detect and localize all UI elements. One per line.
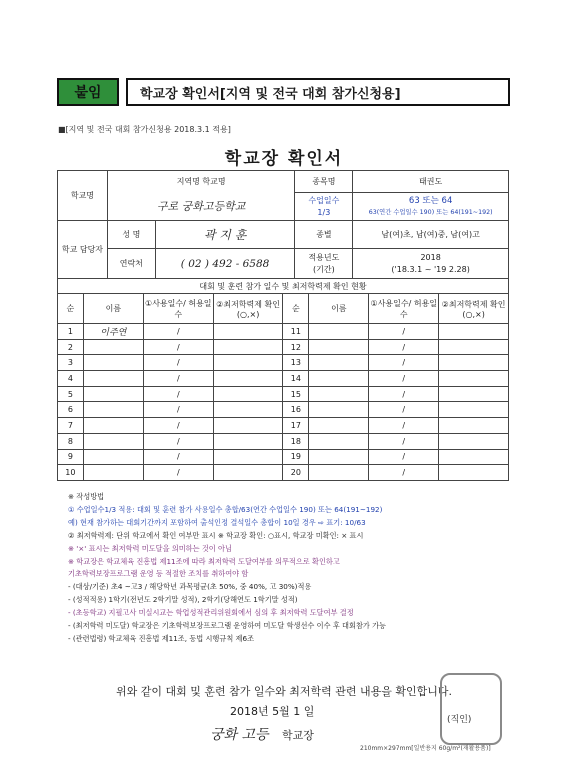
row-name-right <box>309 402 369 418</box>
row-days-right: / <box>369 386 439 402</box>
confirm-date: 2018년 5월 1 일 <box>230 705 315 718</box>
row-number-left: 3 <box>58 355 84 371</box>
table-row <box>58 355 509 371</box>
row-check-left <box>213 449 283 465</box>
row-number-left: 8 <box>58 433 84 449</box>
row-number-left: 2 <box>58 339 84 355</box>
row-name-left <box>83 371 143 387</box>
school-sub-label: 지역명 학교명 <box>107 171 295 193</box>
applicable-note: ■[지역 및 전국 대회 참가신청용 2018.3.1 적용] <box>58 125 231 134</box>
gender-value: 남(여)초, 남(여)중, 남(여)고 <box>353 221 509 249</box>
guide-line: - (관련법령) 학교체육 진흥법 제11조, 동법 시행규칙 제6조 <box>68 634 255 643</box>
row-days-right: / <box>369 449 439 465</box>
table-row <box>58 433 509 449</box>
paper-spec: 210mm×297mm[일반용지 60g/m²(재활용품)] <box>360 745 491 752</box>
row-name-left <box>83 433 143 449</box>
guide-line: - (성적적용) 1학기(전년도 2학기말 성적), 2학기(당해연도 1학기말 성적) <box>68 595 298 604</box>
row-check-right <box>439 433 509 449</box>
days-label-1: 수업일수 <box>308 195 340 205</box>
row-name-right <box>309 449 369 465</box>
row-name-left <box>83 339 143 355</box>
year-label-2: (기간) <box>313 264 335 274</box>
row-days-left: / <box>143 418 213 434</box>
document-title: 학교장 확인서 <box>224 149 344 169</box>
guide-line: - (대상/기준) 초4 ~고3 / 해당학년 과목평균(초 50%, 중 40%, 고 30%)적용 <box>68 582 312 591</box>
guide-line: ※ '×' 표시는 최저학력 미도달을 의미하는 것이 아님 <box>68 544 232 553</box>
year-label-1: 적용년도 <box>308 252 340 262</box>
table-caption: 대회 및 훈련 참가 일수 및 최저학력제 확인 현황 <box>58 279 509 294</box>
row-check-right <box>439 339 509 355</box>
row-name-left <box>83 449 143 465</box>
confirm-text: 위와 같이 대회 및 훈련 참가 일수와 최저학력 관련 내용을 확인합니다. <box>116 685 452 698</box>
row-days-left: / <box>143 339 213 355</box>
event-label: 종목명 <box>295 171 353 193</box>
row-check-left <box>213 339 283 355</box>
row-number-left: 1 <box>58 324 84 340</box>
row-days-left: / <box>143 449 213 465</box>
header-no-left: 순 <box>58 294 84 324</box>
row-check-left <box>213 402 283 418</box>
contact-value: ( 02 ) 492 - 6588 <box>155 249 295 279</box>
header-name-right: 이름 <box>309 294 369 324</box>
info-table <box>57 170 509 279</box>
year-value-2: ('18.3.1 ~ '19 2.28) <box>391 264 470 274</box>
days-value-1: 63 또는 64 <box>408 195 453 206</box>
row-check-left <box>213 465 283 481</box>
row-days-right: / <box>369 433 439 449</box>
row-check-right <box>439 324 509 340</box>
gender-label: 종별 <box>295 221 353 249</box>
row-check-left <box>213 371 283 387</box>
header-check-left: ②최저학력제 확인(○,×) <box>213 294 283 324</box>
guide-line: 예) 현재 참가하는 대회기간까지 포함하여 출석인정 결석일수 총합이 10일 경우 ⇨ 표기: 10/63 <box>68 518 366 527</box>
guide-line: - (초등학교) 지필고사 미실시교는 학업성적관리위원회에서 심의 후 최저학력 도달여부 결정 <box>68 608 354 617</box>
row-name-left <box>83 465 143 481</box>
row-check-right <box>439 355 509 371</box>
row-days-right: / <box>369 355 439 371</box>
table-row <box>58 402 509 418</box>
row-name-right <box>309 324 369 340</box>
row-number-right: 13 <box>283 355 309 371</box>
attachment-tag: 붙임 <box>57 78 119 106</box>
days-value-2: 63(연간 수업일수 190) 또는 64(191~192) <box>368 208 493 216</box>
seal-label: (직인) <box>447 715 472 725</box>
header-days-right: ①사용일수/ 허용일수 <box>369 294 439 324</box>
header-name-left: 이름 <box>83 294 143 324</box>
guide-line: ② 최저학력제: 단위 학교에서 확인 여부만 표시 ※ 학교장 확인: ○표시, 학교장 미확인: × 표시 <box>68 531 364 540</box>
row-check-left <box>213 324 283 340</box>
row-check-left <box>213 418 283 434</box>
row-days-left: / <box>143 355 213 371</box>
row-number-left: 9 <box>58 449 84 465</box>
row-number-right: 19 <box>283 449 309 465</box>
row-name-right <box>309 339 369 355</box>
row-check-right <box>439 386 509 402</box>
row-days-left: / <box>143 386 213 402</box>
row-days-right: / <box>369 324 439 340</box>
guide-line: 기초학력보장프로그램 운영 등 적절한 조치를 취하여야 함 <box>68 569 249 578</box>
row-days-right: / <box>369 339 439 355</box>
row-days-right: / <box>369 371 439 387</box>
school-sign: 궁화 고등 <box>210 727 269 743</box>
row-check-right <box>439 371 509 387</box>
name-value: 곽 지 훈 <box>155 221 295 249</box>
header-days-left: ①사용일수/ 허용일수 <box>143 294 213 324</box>
row-number-left: 6 <box>58 402 84 418</box>
school-signature <box>210 724 314 744</box>
row-days-left: / <box>143 324 213 340</box>
row-name-left <box>83 418 143 434</box>
row-name-right <box>309 386 369 402</box>
row-number-right: 15 <box>283 386 309 402</box>
guide-line: ※ 학교장은 학교체육 진흥법 제11조에 따라 최저학력 도달여부를 의무적으로 확인하고 <box>68 557 340 566</box>
row-number-right: 16 <box>283 402 309 418</box>
guide-line: - (최저학력 미도달) 학교장은 기초학력보장프로그램 운영하여 미도달 학생선수 이수 후 대회참가 가능 <box>68 621 387 630</box>
row-number-right: 17 <box>283 418 309 434</box>
guide-heading: ※ 작성방법 <box>68 492 105 501</box>
participation-table <box>57 278 509 481</box>
days-value <box>353 193 509 221</box>
row-days-left: / <box>143 402 213 418</box>
event-value: 태권도 <box>353 171 509 193</box>
row-check-right <box>439 402 509 418</box>
official-seal <box>440 673 502 745</box>
table-row <box>58 449 509 465</box>
row-number-right: 18 <box>283 433 309 449</box>
table-row <box>58 339 509 355</box>
guide-line: ① 수업일수1/3 적용: 대회 및 훈련 참가 사용일수 총합/63(연간 수업일수 190) 또는 64(191~192) <box>68 505 383 514</box>
row-name-right <box>309 433 369 449</box>
name-label: 성 명 <box>107 221 155 249</box>
header-no-right: 순 <box>283 294 309 324</box>
row-days-right: / <box>369 465 439 481</box>
row-number-left: 5 <box>58 386 84 402</box>
row-check-right <box>439 449 509 465</box>
row-check-left <box>213 355 283 371</box>
row-name-right <box>309 418 369 434</box>
row-name-right <box>309 371 369 387</box>
year-label <box>295 249 353 279</box>
table-row <box>58 386 509 402</box>
table-row <box>58 324 509 340</box>
school-suffix: 학교장 <box>282 729 314 742</box>
row-number-left: 10 <box>58 465 84 481</box>
days-label <box>295 193 353 221</box>
row-name-left: 이주연 <box>83 324 143 340</box>
row-number-right: 14 <box>283 371 309 387</box>
row-check-left <box>213 386 283 402</box>
school-value: 구로 궁화고등학교 <box>107 193 295 221</box>
row-days-right: / <box>369 418 439 434</box>
school-label: 학교명 <box>58 171 108 221</box>
row-number-right: 20 <box>283 465 309 481</box>
row-days-left: / <box>143 433 213 449</box>
row-days-left: / <box>143 465 213 481</box>
row-check-right <box>439 465 509 481</box>
table-row <box>58 465 509 481</box>
row-number-left: 7 <box>58 418 84 434</box>
row-number-left: 4 <box>58 371 84 387</box>
row-name-left <box>83 355 143 371</box>
year-value-1: 2018 <box>420 252 441 262</box>
row-name-left <box>83 386 143 402</box>
row-check-left <box>213 433 283 449</box>
year-value <box>353 249 509 279</box>
row-name-left <box>83 402 143 418</box>
row-check-right <box>439 418 509 434</box>
row-name-right <box>309 355 369 371</box>
contact-label: 연락처 <box>107 249 155 279</box>
row-number-right: 11 <box>283 324 309 340</box>
table-row <box>58 418 509 434</box>
row-days-left: / <box>143 371 213 387</box>
row-days-right: / <box>369 402 439 418</box>
days-label-2: 1/3 <box>317 207 331 217</box>
manager-label: 학교 담당자 <box>58 221 108 279</box>
table-row <box>58 371 509 387</box>
row-number-right: 12 <box>283 339 309 355</box>
header-check-right: ②최저학력제 확인(○,×) <box>439 294 509 324</box>
header-title: 학교장 확인서[지역 및 전국 대회 참가신청용] <box>126 78 510 106</box>
row-name-right <box>309 465 369 481</box>
